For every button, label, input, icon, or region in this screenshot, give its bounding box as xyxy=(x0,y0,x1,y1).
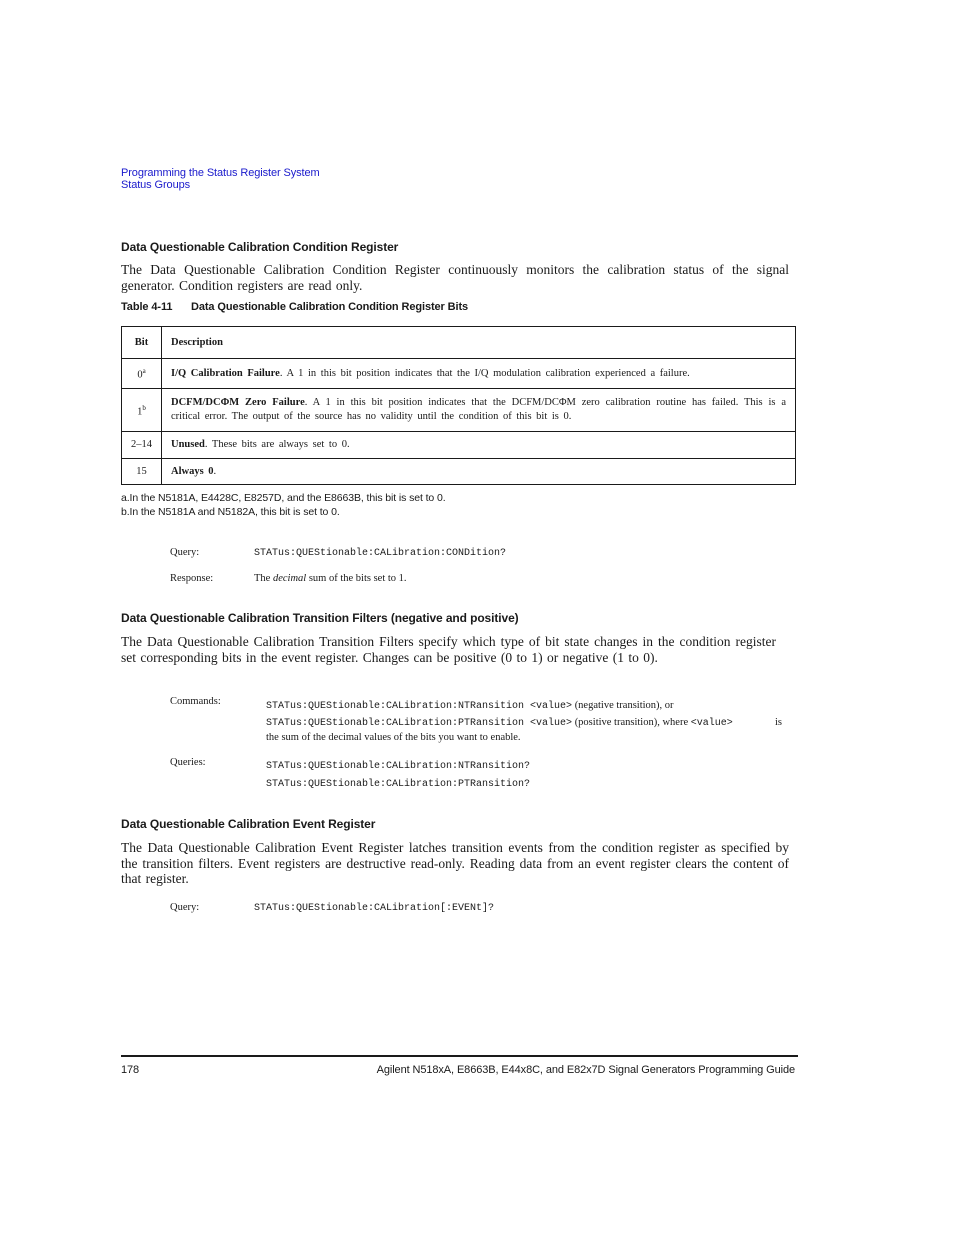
command-ntransition: STATus:QUEStionable:CALibration:NTRansition <value> (negative transition), or xyxy=(266,700,674,712)
response-label: Response: xyxy=(170,573,214,584)
description-cell: Always 0. xyxy=(162,459,796,485)
bit-cell: 15 xyxy=(122,459,162,485)
footer-rule xyxy=(121,1055,798,1057)
description-cell: I/Q Calibration Failure. A 1 in this bit position indicates that the I/Q modulation calibration experienced a failure. xyxy=(162,359,796,389)
footnote-ref: b xyxy=(142,403,146,412)
event-query-label: Query: xyxy=(170,902,200,913)
description-cell: Unused. These bits are always set to 0. xyxy=(162,432,796,459)
header-description: Description xyxy=(162,327,796,359)
table-header-row xyxy=(122,327,796,359)
section-heading-condition-register: Data Questionable Calibration Condition Register xyxy=(121,240,399,254)
register-bits-table xyxy=(121,326,796,485)
condition-query-command: STATus:QUEStionable:CALibration:CONDition? xyxy=(254,548,507,559)
breadcrumb-chapter: Programming the Status Register System xyxy=(121,167,320,179)
footer-title: Agilent N518xA, E8663B, E44x8C, and E82x7D Signal Generators Programming Guide xyxy=(376,1064,795,1076)
table-caption-number: Table 4-11 xyxy=(121,301,173,313)
breadcrumb-section: Status Groups xyxy=(121,179,191,191)
bit-term: I/Q Calibration Failure xyxy=(171,367,280,379)
table-row xyxy=(122,359,796,389)
table-row xyxy=(122,432,796,459)
paragraph-event-register: The Data Questionable Calibration Event Register latches transition events from the condition register as specified by the transition filters. Event registers are destructive read-only. Reading data from an event register clears the content of that register. xyxy=(121,840,789,887)
paragraph-transition-filters: The Data Questionable Calibration Transition Filters specify which type of bit state changes in the condition register set corresponding bits in the event register. Changes can be positive (0 to 1) or negative (1 to 0). xyxy=(121,634,776,665)
header-bit: Bit xyxy=(122,327,162,359)
bit-cell: 0$^a$ xyxy=(122,359,162,389)
paragraph-condition-register: The Data Questionable Calibration Condition Register continuously monitors the calibration status of the signal generator. Condition registers are read only. xyxy=(121,262,789,293)
footnote-a: a.In the N5181A, E4428C, E8257D, and the E8663B, this bit is set to 0. xyxy=(121,492,446,504)
footnote-b: b.In the N5181A and N5182A, this bit is set to 0. xyxy=(121,506,340,518)
response-text: The decimal sum of the bits set to 1. xyxy=(254,573,407,584)
queries-label: Queries: xyxy=(170,757,206,768)
query-ptransition: STATus:QUEStionable:CALibration:PTRansition? xyxy=(266,779,531,790)
table-caption-title: Data Questionable Calibration Condition Register Bits xyxy=(191,301,469,313)
section-heading-event-register: Data Questionable Calibration Event Register xyxy=(121,817,376,831)
breadcrumb xyxy=(121,167,320,191)
table-row xyxy=(122,389,796,432)
bit-term: DCFM/DCΦM Zero Failure xyxy=(171,397,305,408)
section-heading-transition-filters: Data Questionable Calibration Transition Filters (negative and positive) xyxy=(121,611,519,625)
description-cell: DCFM/DCΦM Zero Failure. A 1 in this bit position indicates that the DCFM/DCΦM zero calibration routine has failed. This is a critical error. The output of the source has no validity until the condition of this bit is 0. xyxy=(162,389,796,432)
bit-term: Unused xyxy=(171,439,205,450)
query-label: Query: xyxy=(170,547,200,558)
command-ptransition: STATus:QUEStionable:CALibration:PTRansition <value> (positive transition), where <value> is the sum of the decimal values of the bits you want to enable. xyxy=(266,717,782,743)
commands-label: Commands: xyxy=(170,696,221,707)
footnote-ref: a xyxy=(142,367,146,376)
table-row xyxy=(122,459,796,485)
bit-cell: 1$^b$ xyxy=(122,389,162,432)
bit-cell: 2–14 xyxy=(122,432,162,459)
table-caption xyxy=(121,301,468,314)
page-number: 178 xyxy=(121,1064,140,1076)
event-query-command: STATus:QUEStionable:CALibration[:EVENt]? xyxy=(254,903,495,914)
bit-term: Always 0 xyxy=(171,465,214,477)
query-ntransition: STATus:QUEStionable:CALibration:NTRansition? xyxy=(266,761,531,772)
